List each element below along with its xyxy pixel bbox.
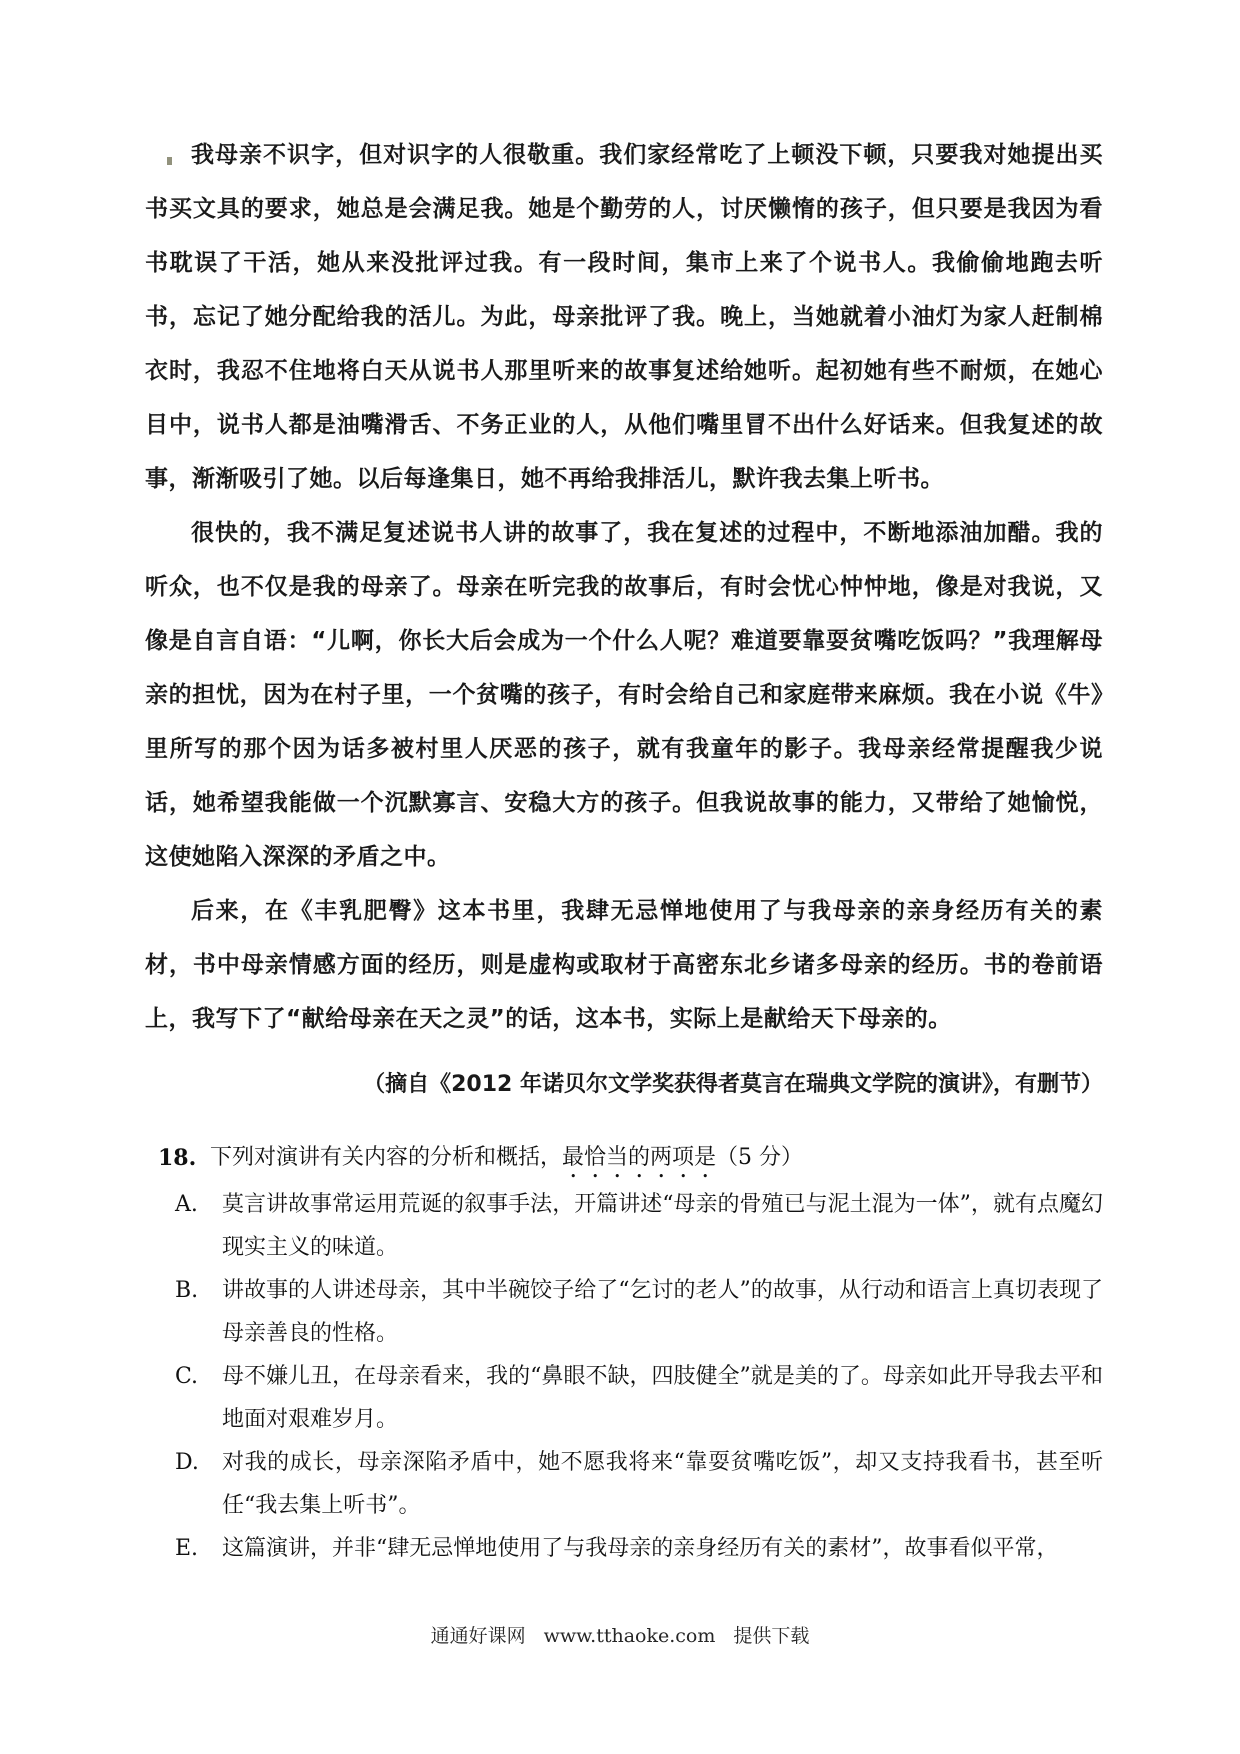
passage-source-citation: （摘自《2012 年诺贝尔文学奖获得者莫言在瑞典文学院的演讲》，有删节）: [363, 1072, 1103, 1097]
option-a-label: A.: [175, 1192, 198, 1217]
passage-paragraph: 很快的，我不满足复述说书人讲的故事了，我在复述的过程中，不断地添油加醋。我的听众，也不仅是我的母亲了。母亲在听完我的故事后，有时会忧心忡忡地，像是对我说，又像是自言自语：“儿啊，你长大后会成为一个什么人呢？难道要靠耍贫嘴吃饭吗？”我理解母亲的担忧，因为在村子里，一个贫嘴的孩子，有时会给自己和家庭带来麻烦。我在小说《牛》里所写的那个因为话多被村里人厌恶的孩子，就有我童年的影子。我母亲经常提醒我少说话，她希望我能做一个沉默寡言、安稳大方的孩子。但我说故事的能力，又带给了她愉悦，这使她陷入深深的矛盾之中。: [145, 520, 1103, 870]
option-e-label: E.: [175, 1536, 199, 1561]
page-footer: [0, 1622, 1240, 1650]
stem-after: （5 分）: [716, 1145, 804, 1170]
reading-passage: [145, 128, 1103, 1112]
option-c: [175, 1355, 1103, 1441]
footer-suffix: 提供下载: [733, 1625, 810, 1647]
option-b: [175, 1269, 1103, 1355]
passage-paragraph: 我母亲不识字，但对识字的人很敬重。我们家经常吃了上顿没下顿，只要我对她提出买书买文具的要求，她总是会满足我。她是个勤劳的人，讨厌懒惰的孩子，但只要是我因为看书耽误了干活，她从来没批评过我。有一段时间，集市上来了个说书人。我偷偷地跑去听书，忘记了她分配给我的活儿。为此，母亲批评了我。晚上，当她就着小油灯为家人赶制棉衣时，我忍不住地将白天从说书人那里听来的故事复述给她听。起初她有些不耐烦，在她心目中，说书人都是油嘴滑舌、不务正业的人，从他们嘴里冒不出什么好话来。但我复述的故事，渐渐吸引了她。以后每逢集日，她不再给我排活儿，默许我去集上听书。: [145, 142, 1103, 492]
option-d: [175, 1441, 1103, 1527]
exam-page-content: [145, 128, 1103, 1570]
option-d-label: D.: [175, 1450, 199, 1475]
question-stem-text: [210, 1136, 1103, 1183]
option-c-label: C.: [175, 1364, 199, 1389]
question-stem: [158, 1136, 1103, 1183]
question-18: [158, 1136, 1103, 1570]
footer-url: www.tthaoke.com: [543, 1625, 716, 1647]
option-e-text: 这篇演讲，并非“肆无忌惮地使用了与我母亲的亲身经历有关的素材”，故事看似平常，: [222, 1536, 1059, 1561]
footer-site-name: 通通好课网: [430, 1625, 526, 1647]
option-c-text: 母不嫌儿丑，在母亲看来，我的“鼻眼不缺，四肢健全”就是美的了。母亲如此开导我去平和地面对艰难岁月。: [222, 1364, 1103, 1432]
option-b-text: 讲故事的人讲述母亲，其中半碗饺子给了“乞讨的老人”的故事，从行动和语言上真切表现了母亲善良的性格。: [222, 1278, 1103, 1346]
passage-paragraph: 后来，在《丰乳肥臀》这本书里，我肆无忌惮地使用了与我母亲的亲身经历有关的素材，书中母亲情感方面的经历，则是虚构或取材于高密东北乡诸多母亲的经历。书的卷前语上，我写下了“献给母亲在天之灵”的话，这本书，实际上是献给天下母亲的。: [145, 898, 1103, 1032]
stem-emphasized-phrase: 最恰当的两项是: [562, 1145, 717, 1170]
option-a-text: 莫言讲故事常运用荒诞的叙事手法，开篇讲述“母亲的骨殖已与泥土混为一体”，就有点魔幻现实主义的味道。: [222, 1192, 1103, 1260]
option-e: [175, 1527, 1103, 1570]
option-a: [175, 1183, 1103, 1269]
option-d-text: 对我的成长，母亲深陷矛盾中，她不愿我将来“靠耍贫嘴吃饭”，却又支持我看书，甚至听任“我去集上听书”。: [222, 1450, 1103, 1518]
option-b-label: B.: [175, 1278, 199, 1303]
stem-before: 下列对演讲有关内容的分析和概括，: [210, 1145, 563, 1170]
question-number: 18.: [158, 1145, 197, 1171]
